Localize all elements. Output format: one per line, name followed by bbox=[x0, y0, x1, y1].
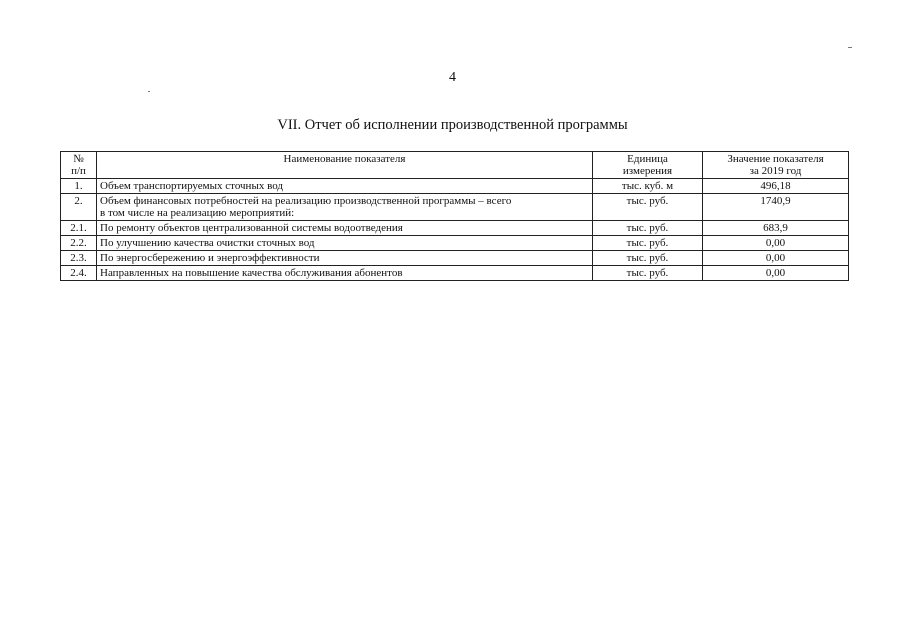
row-num: 2.1. bbox=[61, 221, 97, 236]
table-row bbox=[61, 266, 849, 281]
row-name: Объем транспортируемых сточных вод bbox=[97, 179, 593, 194]
row-unit: тыс. руб. bbox=[593, 236, 703, 251]
header-name: Наименование показателя bbox=[97, 152, 593, 179]
row-name: По ремонту объектов централизованной системы водоотведения bbox=[97, 221, 593, 236]
page-number: 4 bbox=[449, 70, 456, 85]
row-num: 2.4. bbox=[61, 266, 97, 281]
row-value: 0,00 bbox=[703, 251, 849, 266]
table-row bbox=[61, 194, 849, 221]
row-value: 683,9 bbox=[703, 221, 849, 236]
table-row bbox=[61, 251, 849, 266]
header-value: Значение показателя за 2019 год bbox=[703, 152, 849, 179]
section-title: VII. Отчет об исполнении производственной программы bbox=[277, 117, 628, 133]
header-unit: Единица измерения bbox=[593, 152, 703, 179]
row-num: 2.2. bbox=[61, 236, 97, 251]
row-value: 1740,9 bbox=[703, 194, 849, 221]
table-row bbox=[61, 236, 849, 251]
header-num: № п/п bbox=[61, 152, 97, 179]
row-name: По энергосбережению и энергоэффективности bbox=[97, 251, 593, 266]
row-unit: тыс. руб. bbox=[593, 266, 703, 281]
scan-speck bbox=[148, 91, 150, 92]
report-table bbox=[60, 151, 849, 281]
row-name: По улучшению качества очистки сточных вод bbox=[97, 236, 593, 251]
row-num: 2.3. bbox=[61, 251, 97, 266]
scan-speck bbox=[848, 47, 852, 48]
row-unit: тыс. руб. bbox=[593, 221, 703, 236]
row-unit: тыс. руб. bbox=[593, 251, 703, 266]
row-name: Объем финансовых потребностей на реализацию производственной программы – всего в том числе на реализацию мероприятий: bbox=[97, 194, 593, 221]
row-value: 496,18 bbox=[703, 179, 849, 194]
table-row bbox=[61, 221, 849, 236]
row-value: 0,00 bbox=[703, 236, 849, 251]
table-header-row bbox=[61, 152, 849, 179]
row-unit: тыс. куб. м bbox=[593, 179, 703, 194]
row-value: 0,00 bbox=[703, 266, 849, 281]
row-num: 2. bbox=[61, 194, 97, 221]
row-unit: тыс. руб. bbox=[593, 194, 703, 221]
table-row bbox=[61, 179, 849, 194]
row-name: Направленных на повышение качества обслуживания абонентов bbox=[97, 266, 593, 281]
row-num: 1. bbox=[61, 179, 97, 194]
